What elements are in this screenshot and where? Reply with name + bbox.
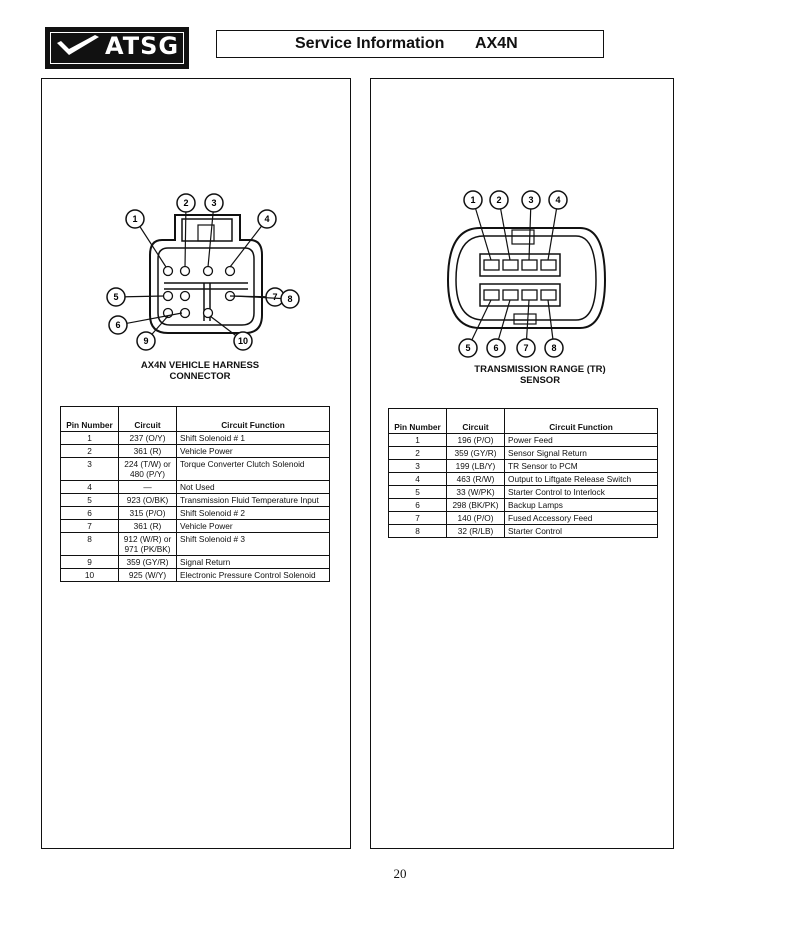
page-number: 20 <box>393 866 407 881</box>
harness-pin-callout-6-label: 6 <box>115 320 121 331</box>
tr-pin-callout-5-label: 5 <box>465 343 471 354</box>
tr-terminal-top <box>522 260 537 270</box>
table-row <box>389 434 658 447</box>
col-header-circuit: Circuit <box>119 407 177 432</box>
tr-pin-callout-4-label: 4 <box>555 195 561 206</box>
model-label: AX4N <box>475 35 518 52</box>
tr-terminal-top <box>484 260 499 270</box>
function-cell: Starter Control to Interlock <box>505 486 658 499</box>
function-cell: Transmission Fluid Temperature Input <box>177 494 330 507</box>
pin-cell: 1 <box>389 434 447 447</box>
tr-terminal-top <box>541 260 556 270</box>
tr-terminal-bottom <box>541 290 556 300</box>
circuit-cell: 912 (W/R) or 971 (PK/BK) <box>119 533 177 556</box>
table-row <box>61 569 330 582</box>
circuit-cell: 140 (P/O) <box>447 512 505 525</box>
table-row <box>389 486 658 499</box>
tr-title-line2: SENSOR <box>519 375 561 386</box>
pin-cell: 4 <box>389 473 447 486</box>
circuit-cell: 224 (T/W) or 480 (P/Y) <box>119 458 177 481</box>
circuit-cell: 315 (P/O) <box>119 507 177 520</box>
tr-pin-callout-7-label: 7 <box>523 343 529 354</box>
function-cell: Not Used <box>177 481 330 494</box>
circuit-cell: 923 (O/BK) <box>119 494 177 507</box>
table-row <box>389 473 658 486</box>
function-cell: Shift Solenoid # 3 <box>177 533 330 556</box>
vehicle-harness-connector-diagram <box>100 185 310 360</box>
function-cell: Vehicle Power <box>177 445 330 458</box>
table-row <box>61 507 330 520</box>
table-row <box>389 499 658 512</box>
sensor-body <box>448 228 605 328</box>
tr-pin-callout-3-label: 3 <box>528 195 534 206</box>
service-info-label: Service Information <box>295 35 445 52</box>
harness-terminal <box>181 292 190 301</box>
table-row <box>61 458 330 481</box>
function-cell: Electronic Pressure Control Solenoid <box>177 569 330 582</box>
circuit-cell: 33 (W/PK) <box>447 486 505 499</box>
table-row <box>389 447 658 460</box>
pin-cell: 2 <box>389 447 447 460</box>
table-row <box>61 432 330 445</box>
table-row <box>389 460 658 473</box>
tr-terminal-bottom <box>484 290 499 300</box>
function-cell: Sensor Signal Return <box>505 447 658 460</box>
circuit-cell: 361 (R) <box>119 445 177 458</box>
table-row <box>389 525 658 538</box>
table-row <box>61 445 330 458</box>
function-cell: Fused Accessory Feed <box>505 512 658 525</box>
col-header-pin: Pin Number <box>61 407 119 432</box>
circuit-cell: 463 (R/W) <box>447 473 505 486</box>
circuit-cell: 298 (BK/PK) <box>447 499 505 512</box>
table-row <box>389 512 658 525</box>
pin-cell: 3 <box>389 460 447 473</box>
circuit-cell: 199 (LB/Y) <box>447 460 505 473</box>
tr-terminal-bottom <box>522 290 537 300</box>
function-cell: Starter Control <box>505 525 658 538</box>
tr-pin-callout-8-label: 8 <box>551 343 557 354</box>
harness-terminal <box>226 267 235 276</box>
pin-cell: 4 <box>61 481 119 494</box>
harness-pin-callout-9-label: 9 <box>143 336 149 347</box>
circuit-cell: 237 (O/Y) <box>119 432 177 445</box>
tr-pin-callout-2-label: 2 <box>496 195 502 206</box>
col-header-circuit: Circuit <box>447 409 505 434</box>
harness-title-line2: CONNECTOR <box>169 371 231 382</box>
harness-pin-callout-10-label: 10 <box>237 336 249 347</box>
function-cell: Torque Converter Clutch Solenoid <box>177 458 330 481</box>
logo-text: ATSG <box>105 32 180 60</box>
pin-cell: 3 <box>61 458 119 481</box>
col-header-function: Circuit Function <box>177 407 330 432</box>
table-row <box>61 494 330 507</box>
circuit-cell: — <box>119 481 177 494</box>
harness-title-line1: AX4N VEHICLE HARNESS <box>140 360 260 371</box>
function-cell: Backup Lamps <box>505 499 658 512</box>
harness-pin-callout-1-label: 1 <box>132 214 138 225</box>
harness-pin-callout-2-label: 2 <box>183 198 189 209</box>
header-title-box <box>216 30 604 58</box>
circuit-cell: 361 (R) <box>119 520 177 533</box>
circuit-cell: 32 (R/LB) <box>447 525 505 538</box>
function-cell: Shift Solenoid # 2 <box>177 507 330 520</box>
harness-terminal <box>204 267 213 276</box>
atsg-logo <box>45 27 189 69</box>
circuit-cell: 925 (W/Y) <box>119 569 177 582</box>
col-header-pin: Pin Number <box>389 409 447 434</box>
circuit-cell: 359 (GY/R) <box>119 556 177 569</box>
harness-pin-callout-4-label: 4 <box>264 214 270 225</box>
pin-cell: 8 <box>61 533 119 556</box>
harness-terminal <box>181 267 190 276</box>
tr-pin-callout-1-label: 1 <box>470 195 476 206</box>
harness-pin-callout-3-label: 3 <box>211 198 217 209</box>
pin-cell: 6 <box>61 507 119 520</box>
pin-cell: 5 <box>389 486 447 499</box>
pin-cell: 9 <box>61 556 119 569</box>
harness-pin-callout-8-label: 8 <box>287 294 293 305</box>
function-cell: Vehicle Power <box>177 520 330 533</box>
harness-terminal <box>164 292 173 301</box>
tr-sensor-connector-diagram <box>440 188 620 363</box>
table-row <box>61 533 330 556</box>
tr-sensor-title <box>440 364 640 386</box>
circuit-cell: 359 (GY/R) <box>447 447 505 460</box>
function-cell: Output to Liftgate Release Switch <box>505 473 658 486</box>
harness-terminal <box>164 267 173 276</box>
harness-pin-callout-7-label: 7 <box>272 292 278 303</box>
table-row <box>61 556 330 569</box>
checkmark-logo-icon <box>55 35 101 61</box>
function-cell: Signal Return <box>177 556 330 569</box>
harness-connector-title <box>105 360 295 382</box>
harness-pin-table <box>60 406 330 582</box>
tr-pin-callout-6-label: 6 <box>493 343 499 354</box>
col-header-function: Circuit Function <box>505 409 658 434</box>
tr-sensor-pin-table <box>388 408 658 538</box>
pin-cell: 5 <box>61 494 119 507</box>
pin-cell: 7 <box>389 512 447 525</box>
pin-cell: 1 <box>61 432 119 445</box>
function-cell: Shift Solenoid # 1 <box>177 432 330 445</box>
tr-title-line1: TRANSMISSION RANGE (TR) <box>474 364 606 375</box>
table-row <box>61 520 330 533</box>
table-row <box>61 481 330 494</box>
harness-pin-callout-5-label: 5 <box>113 292 119 303</box>
function-cell: TR Sensor to PCM <box>505 460 658 473</box>
tr-terminal-bottom <box>503 290 518 300</box>
function-cell: Power Feed <box>505 434 658 447</box>
tr-terminal-top <box>503 260 518 270</box>
pin-cell: 2 <box>61 445 119 458</box>
pin-cell: 10 <box>61 569 119 582</box>
circuit-cell: 196 (P/O) <box>447 434 505 447</box>
pin-cell: 6 <box>389 499 447 512</box>
pin-cell: 7 <box>61 520 119 533</box>
pin-cell: 8 <box>389 525 447 538</box>
